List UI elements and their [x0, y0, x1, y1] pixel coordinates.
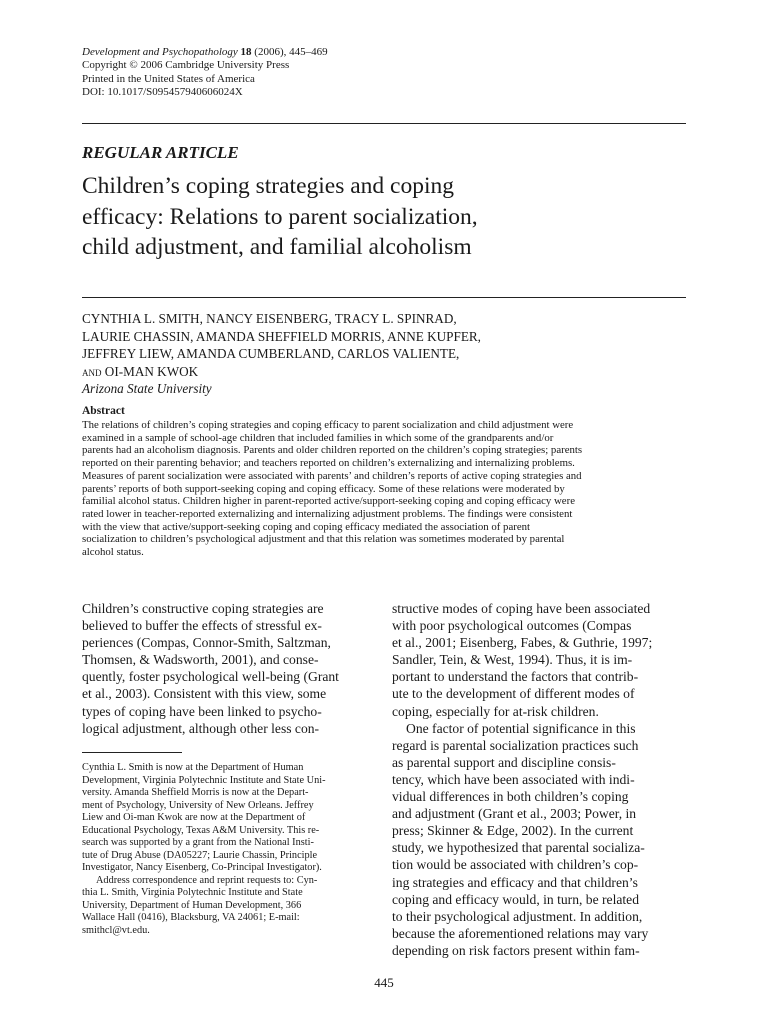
footnote-line: Educational Psychology, Texas A&M University. This re-	[82, 824, 320, 836]
author-line: JEFFREY LIEW, AMANDA CUMBERLAND, CARLOS VALIENTE,	[82, 346, 460, 361]
abstract-line: rated lower in teacher-reported externalizing and internalizing adjustment problems. The findings were consistent	[82, 507, 573, 520]
article-title	[82, 171, 682, 263]
journal-citation	[82, 46, 328, 59]
title-line: efficacy: Relations to parent socialization,	[82, 203, 478, 230]
author-line-last	[82, 363, 481, 381]
footnote-line: tute of Drug Abuse (DA05227; Laurie Chassin, Principle	[82, 849, 318, 861]
footnote-line: Development, Virginia Polytechnic Institute and State Uni-	[82, 774, 326, 786]
body-line: because the aforementioned relations may vary	[392, 925, 649, 941]
body-line: to their psychological adjustment. In addition,	[392, 908, 643, 924]
body-line: study, we hypothesized that parental socializa-	[392, 840, 645, 856]
footnote-line: versity. Amanda Sheffield Morris is now at the Depart-	[82, 787, 309, 798]
body-line: quently, foster psychological well-being (Grant	[82, 669, 339, 685]
footnote-line: Investigator, Nancy Eisenberg, Co-Principal Investigator).	[82, 862, 322, 873]
footnote	[82, 762, 378, 937]
body-line: logical adjustment, although other less con-	[82, 720, 320, 736]
abstract-line: socialization to children’s psychological adjustment and that this relation was sometimes moderated by parental	[82, 533, 565, 546]
body-line: with poor psychological outcomes (Compas	[392, 618, 632, 634]
abstract-line: with the view that active/support-seeking coping and coping efficacy mediated the association of parent	[82, 520, 531, 533]
body-column-right	[392, 600, 688, 959]
article-type-label: REGULAR ARTICLE	[82, 143, 239, 162]
abstract-line: The relations of children’s coping strategies and coping efficacy to parent socialization and child adjustment were	[82, 419, 574, 431]
printed-line: Printed in the United States of America	[82, 72, 255, 85]
body-line: as parental support and discipline consis-	[392, 754, 616, 770]
body-column-left	[82, 600, 378, 737]
body-line: et al., 2003). Consistent with this view, some	[82, 686, 327, 702]
journal-issue-pages: (2006), 445–469	[254, 46, 328, 58]
footnote-divider	[82, 752, 182, 753]
footnote-line: thia L. Smith, Virginia Polytechnic Institute and State	[82, 887, 303, 898]
body-line: et al., 2001; Eisenberg, Fabes, & Guthrie, 1997;	[392, 635, 653, 651]
body-line: Thomsen, & Wadsworth, 2001), and conse-	[82, 652, 319, 668]
author-line: LAURIE CHASSIN, AMANDA SHEFFIELD MORRIS, ANNE KUPFER,	[82, 328, 481, 344]
abstract-line: parents had an alcoholism diagnosis. Parents and older children reported on the children’s coping strategies; parents	[82, 444, 583, 457]
footnote-line: Liew and Oi-man Kwok are now at the Department of	[82, 812, 306, 823]
body-line: tency, which have been associated with indi-	[392, 771, 635, 787]
body-line: ute to the development of different modes of	[392, 686, 635, 702]
body-line: Sandler, Tein, & West, 1994). Thus, it is im-	[392, 652, 633, 668]
body-line: regard is parental socialization practices such	[392, 737, 639, 753]
title-line: child adjustment, and familial alcoholism	[82, 234, 472, 260]
body-line: One factor of potential significance in this	[406, 720, 636, 736]
body-line: structive modes of coping have been associated	[392, 601, 651, 616]
body-line: ing strategies and efficacy and that children’s	[392, 874, 638, 890]
abstract-line: alcohol status.	[82, 546, 144, 559]
body-line: press; Skinner & Edge, 2002). In the current	[392, 823, 634, 839]
author-block	[82, 310, 481, 398]
body-line: depending on risk factors present within fam-	[392, 942, 640, 958]
footnote-line: Cynthia L. Smith is now at the Department of Human	[82, 762, 304, 773]
body-line: vidual differences in both children’s coping	[392, 789, 629, 805]
body-line: and adjustment (Grant et al., 2003; Power, in	[392, 806, 637, 822]
abstract-line: reported on their parenting behavior; and teachers reported on children’s externalizing and internalizing problems.	[82, 457, 575, 470]
author-line: CYNTHIA L. SMITH, NANCY EISENBERG, TRACY L. SPINRAD,	[82, 311, 457, 326]
abstract-body	[82, 419, 686, 559]
body-line: types of coping have been linked to psycho-	[82, 703, 322, 719]
body-line: believed to buffer the effects of stressful ex-	[82, 618, 322, 634]
title-line: Children’s coping strategies and coping	[82, 173, 455, 199]
body-line: coping, especially for at-risk children.	[392, 703, 599, 719]
affiliation: Arizona State University	[82, 381, 212, 396]
abstract-heading: Abstract	[82, 405, 125, 417]
body-line: coping and efficacy would, in turn, be related	[392, 891, 639, 907]
title-divider	[82, 297, 686, 298]
and-word: and	[82, 363, 102, 379]
abstract-line: familial alcohol status. Children higher in parent-reported active/support-seeking coping and coping efficacy were	[82, 495, 575, 508]
body-line: periences (Compas, Connor-Smith, Saltzman,	[82, 635, 331, 651]
footnote-line: search was supported by a grant from the National Insti-	[82, 837, 314, 848]
abstract-line: Measures of parent socialization were associated with parents’ and children’s reports of active coping strategies and	[82, 469, 582, 482]
footnote-line: smithcl@vt.edu.	[82, 924, 150, 936]
body-line: portant to understand the factors that contrib-	[392, 669, 639, 685]
journal-volume: 18	[240, 46, 252, 58]
footnote-line: University, Department of Human Development, 366	[82, 899, 302, 911]
last-author: OI-MAN KWOK	[104, 363, 199, 379]
abstract-line: parents’ reports of both support-seeking coping and coping efficacy. Some of these relations were moderated by	[82, 482, 565, 495]
page-number: 445	[374, 975, 394, 990]
body-line: tion would be associated with children’s cop-	[392, 857, 639, 873]
abstract-line: examined in a sample of school-age children that included families in which some of the grandparents and/or	[82, 431, 554, 444]
body-line: Children’s constructive coping strategies are	[82, 601, 324, 616]
doi-line: DOI: 10.1017/S095457940606024X	[82, 86, 243, 99]
footnote-line: ment of Psychology, University of New Orleans. Jeffrey	[82, 799, 314, 811]
footnote-line: Wallace Hall (0416), Blacksburg, VA 24061; E-mail:	[82, 912, 300, 923]
journal-header	[82, 46, 328, 100]
top-divider	[82, 123, 686, 124]
footnote-line: Address correspondence and reprint requests to: Cyn-	[96, 874, 318, 886]
journal-name: Development and Psychopathology	[82, 46, 238, 58]
copyright-line: Copyright © 2006 Cambridge University Press	[82, 59, 290, 72]
